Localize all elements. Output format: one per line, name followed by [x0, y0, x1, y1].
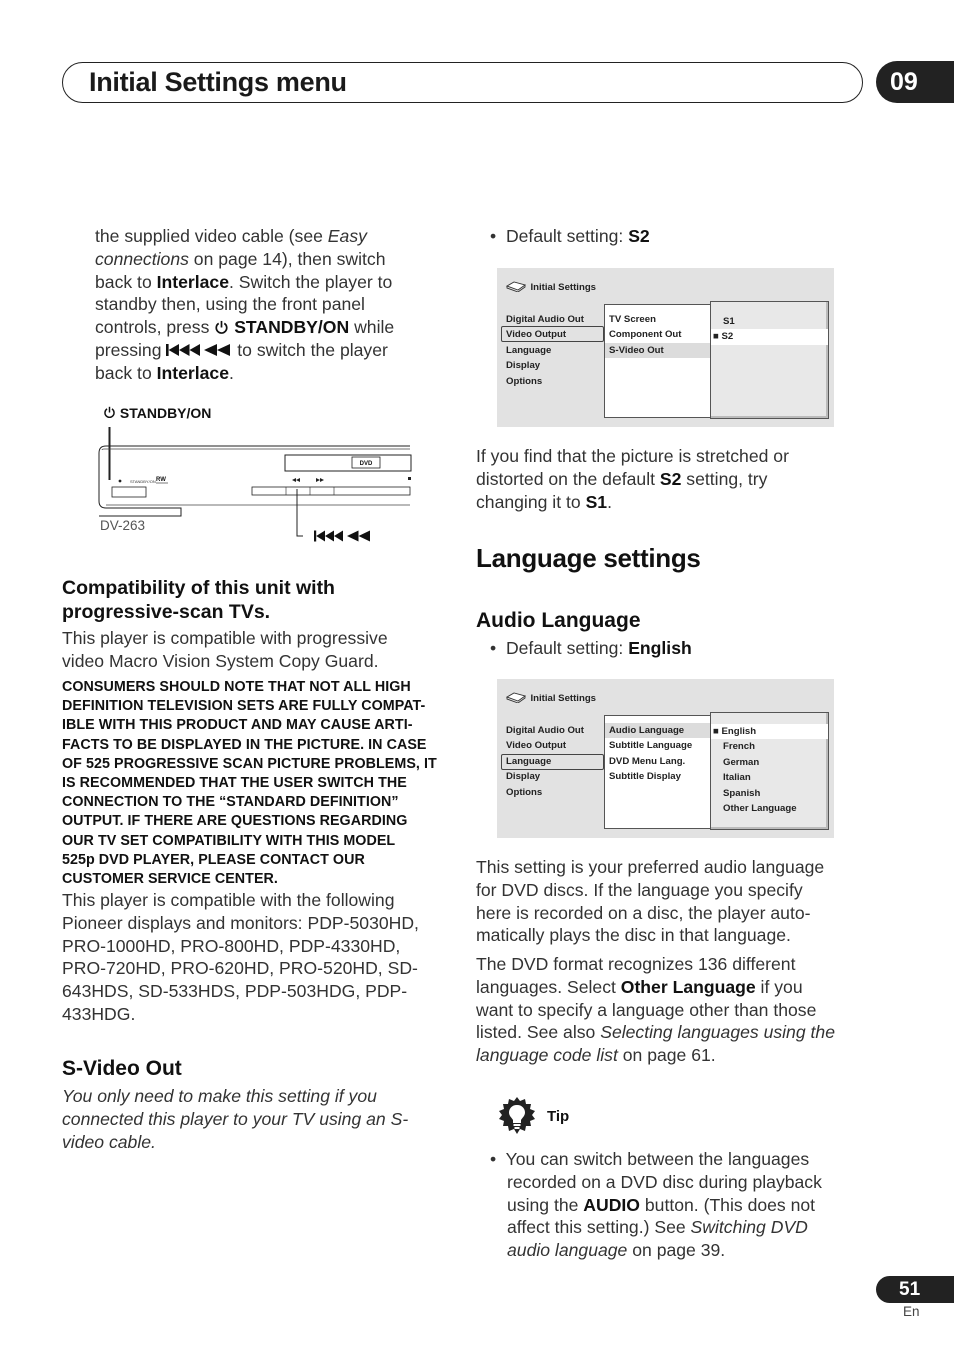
osd-sub-menu: Audio Language Subtitle Language DVD Menu Lang. Subtitle Display	[605, 723, 711, 785]
page-title: Initial Settings menu	[89, 67, 347, 97]
osd-options-panel: ■ English French German Italian Spanish Other Language	[710, 712, 829, 830]
compatibility-heading: Compatibility of this unit with progressive-scan TVs.	[62, 577, 335, 623]
osd-sub-menu: TV Screen Component Out S-Video Out	[605, 312, 711, 358]
svideo-body: You only need to make this setting if you connected this player to your TV using an S- video cable.	[62, 1086, 409, 1152]
skip-back-rewind-icon	[166, 343, 232, 357]
compatible-displays: This player is compatible with the following Pioneer displays and monitors: PDP-5030HD, PRO-1000HD, PRO-800HD, PDP-4330HD, PRO-720HD, PRO-620HD, PRO-520HD, SD- 643HDS, SD-533HDS, PDP-503HDG, PDP- 433HDG.	[62, 890, 419, 1024]
power-icon	[214, 320, 229, 335]
osd-title: Initial Settings	[506, 277, 596, 295]
svideo-heading: S-Video Out	[62, 1057, 182, 1080]
intro-paragraph: the supplied video cable (see Easy connections on page 14), then switch back to Interlace. Switch the player to standby then, using the front panel controls, press STANDBY/ON while pressing to switch the player back to Interlace.	[95, 226, 395, 383]
model-label: DV-263	[100, 518, 146, 533]
audio-language-heading: Audio Language	[476, 609, 641, 632]
panel-standby-text: STANDBY/ON	[130, 479, 156, 484]
osd-screen-audio-language	[497, 679, 834, 838]
osd-title: Initial Settings	[506, 688, 596, 706]
stretch-paragraph: If you find that the picture is stretched or distorted on the default S2 setting, try changing it to S1.	[476, 446, 789, 512]
preferred-language-paragraph: This setting is your preferred audio language for DVD discs. If the language you specify here is recorded on a disc, the player auto- matically plays the disc in that language.	[476, 857, 825, 946]
page-language: En	[903, 1304, 920, 1319]
figure-standby-label: STANDBY/ON	[103, 405, 211, 421]
osd-screen-svideo	[497, 268, 834, 427]
disc-settings-icon	[506, 281, 526, 292]
tip-lightbulb-icon	[497, 1096, 537, 1136]
tip-body: • You can switch between the languages recorded on a DVD disc during playback using the AUDIO button. (This does not affect this setting.) See Switching DVD audio language on page 39.	[490, 1149, 822, 1261]
skip-back-rewind-icon	[314, 530, 371, 542]
osd-highlight-language	[501, 754, 604, 770]
chapter-number: 09	[876, 61, 954, 103]
osd-main-menu: Digital Audio Out Video Output Language Display Options	[506, 725, 584, 798]
consumer-notice: CONSUMERS SHOULD NOTE THAT NOT ALL HIGH DEFINITION TELEVISION SETS ARE FULLY COMPAT- IBLE WITH THIS PRODUCT AND MAY CAUSE ARTI- FACTS TO BE DISPLAYED IN THE PICTURE. IN CASE OF 525 PROGRESSIVE SCAN PICTURE PROBLEMS, IT IS RECOMMENDED THAT THE USER SWITCH THE CONNECTION TO THE “STANDARD DEFINITION” OUTPUT. IF THERE ARE QUESTIONS REGARDING OUR TV SET COMPATIBILITY WITH THIS MODEL 525p DVD PLAYER, PLEASE CONTACT OUR CUSTOMER SERVICE CENTER.	[62, 679, 437, 888]
osd-highlight-video-output	[501, 326, 604, 342]
default-setting-s2: • Default setting: S2	[490, 226, 650, 246]
power-icon	[103, 406, 116, 419]
panel-dvd-logo: DVD	[359, 461, 373, 467]
language-settings-heading: Language settings	[476, 543, 701, 573]
osd-options-panel: S1 ■ S2	[710, 301, 829, 419]
disc-settings-icon	[506, 692, 526, 703]
panel-rw-logo: RW	[156, 477, 166, 483]
page-number: 51	[876, 1276, 954, 1303]
compatibility-body: This player is compatible with progressive video Macro Vision System Copy Guard.	[62, 628, 388, 671]
tip-label: Tip	[547, 1108, 570, 1125]
osd-main-menu: Digital Audio Out Video Output Language Display Options	[506, 314, 584, 387]
dvd-format-paragraph: The DVD format recognizes 136 different languages. Select Other Language if you want to specify a language other than those listed. See also Selecting languages using the language code list on page 61.	[476, 954, 835, 1066]
default-setting-english: • Default setting: English	[490, 638, 692, 658]
